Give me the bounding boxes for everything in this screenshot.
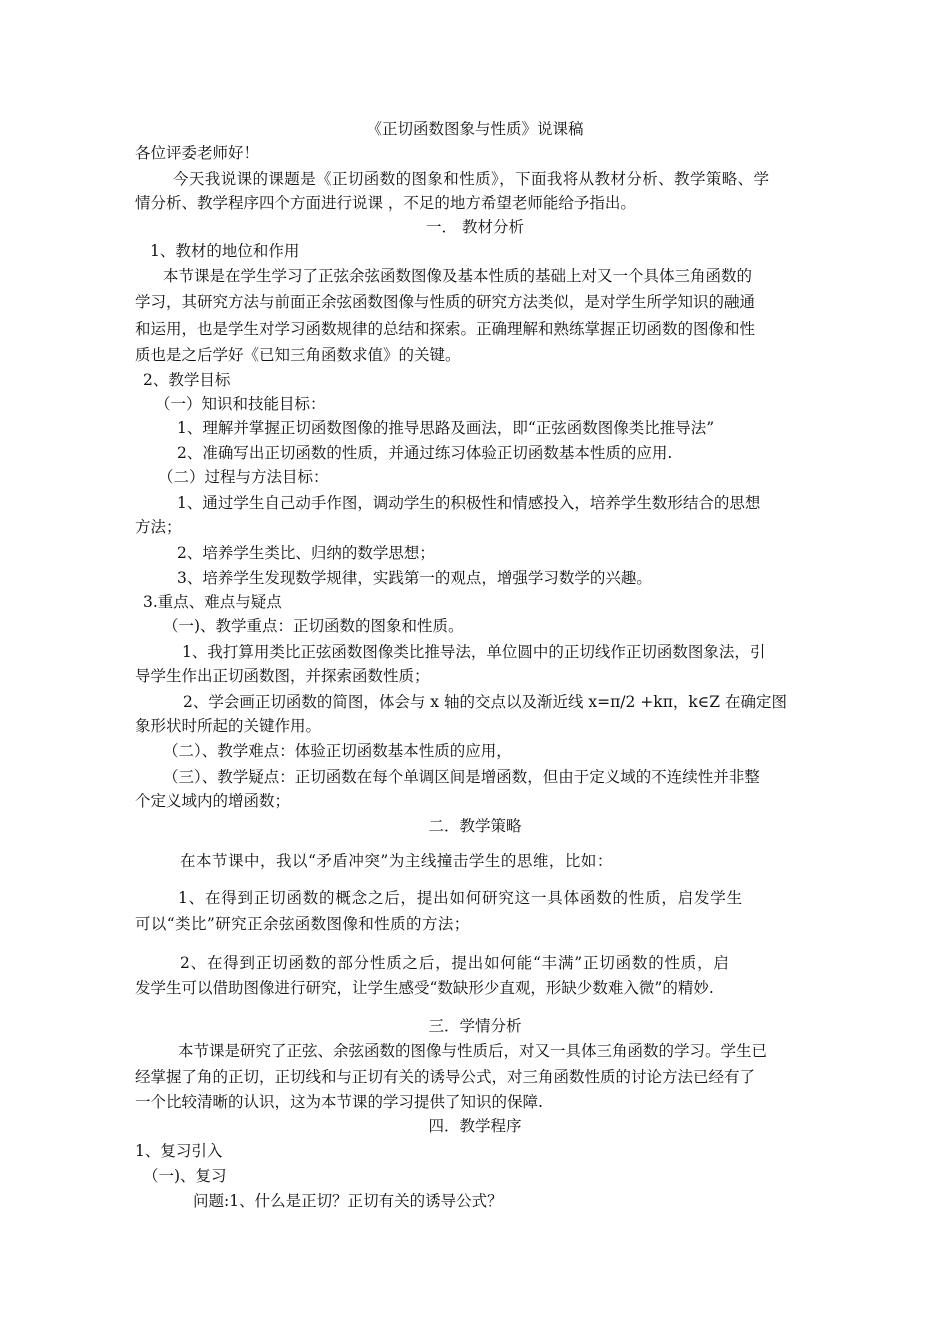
document-title: 《正切函数图象与性质》说课稿 [366,120,584,138]
section-heading-2: 二．教学策略 [428,817,522,835]
goal-item: 2、准确写出正切函数的性质，并通过练习体验正切函数基本性质的应用. [177,444,673,462]
paragraph-line: 在本节课中，我以“矛盾冲突”为主线撞击学生的思维，比如： [180,852,613,870]
goal-title: （二）过程与方法目标： [158,468,329,486]
paragraph-line: 本节课是在学生学习了正弦余弦函数图像及基本性质的基础上对又一个具体三角函数的 [163,267,753,285]
goal-item: 1、理解并掌握正切函数图像的推导思路及画法，即“正弦函数图像类比推导法” [177,419,715,437]
goal-item: 1、通过学生自己动手作图，调动学生的积极性和情感投入，培养学生数形结合的思想 [177,494,761,512]
key-point-item: 2、学会画正切函数的简图，体会与 x 轴的交点以及渐近线 x=π/2 +kπ，k∈Z 在确定图 [183,693,787,711]
goal-item: 方法； [135,518,182,536]
paragraph-line: 可以“类比”研究正余弦函数图像和性质的方法； [135,915,470,933]
doubt-title: （三）、教学疑点：正切函数在每个单调区间是增函数，但由于定义域的不连续性并非整 [163,768,760,786]
key-point-item: 1、我打算用类比正弦函数图像类比推导法，单位圆中的正切线作正切函数图象法，引 [182,643,766,661]
paragraph-line: 1、在得到正切函数的概念之后，提出如何研究这一具体函数的性质，启发学生 [178,889,743,907]
review-title: （一)、复习 [143,1167,227,1185]
greeting: 各位评委老师好！ [135,144,260,162]
goal-item: 2、培养学生类比、归纳的数学思想； [177,544,435,562]
section-heading-4: 四．教学程序 [428,1117,522,1135]
paragraph-line: 本节课是研究了正弦、余弦函数的图像与性质后，对又一具体三角函数的学习。学生已 [178,1042,768,1060]
subsection-heading: 3.重点、难点与疑点 [143,593,282,611]
paragraph-line: 2、在得到正切函数的部分性质之后，提出如何能“丰满”正切函数的性质，启 [180,954,730,972]
goal-item: 3、培养学生发现数学规律，实践第一的观点，增强学习数学的兴趣。 [177,569,652,587]
paragraph-line: 经掌握了角的正切，正切线和与正切有关的诱导公式，对三角函数性质的讨论方法已经有了 [135,1068,756,1086]
subsection-heading: 2、教学目标 [143,371,231,389]
goal-title: （一）知识和技能目标： [155,395,326,413]
paragraph-line: 发学生可以借助图像进行研究，让学生感受“数缺形少直观，形缺少数难入微”的精妙. [135,979,714,997]
paragraph-line: 学习，其研究方法与前面正余弦函数图像与性质的研究方法类似，是对学生所学知识的融通 [135,293,756,311]
paragraph-line: 质也是之后学好《已知三角函数求值》的关键。 [135,346,461,364]
paragraph-line: 和运用，也是学生对学习函数规律的总结和探索。正确理解和熟练掌握正切函数的图像和性 [135,320,756,338]
intro-line: 情分析、教学程序四个方面进行说课 ，不足的地方希望老师能给予指出。 [135,194,636,212]
intro-line: 今天我说课的课题是《正切函数的图象和性质》，下面我将从教材分析、教学策略、学 [173,170,770,188]
key-point-item: 导学生作出正切函数图，并探索函数性质； [135,667,430,685]
paragraph-line: 一个比较清晰的认识，这为本节课的学习提供了知识的保障. [135,1093,543,1111]
section-heading-1: 一． 教材分析 [426,218,524,236]
subsection-heading: 1、教材的地位和作用 [150,242,300,260]
difficulty-title: （二）、教学难点：体验正切函数基本性质的应用， [163,742,512,760]
doubt-title: 个定义域内的增函数； [135,792,291,810]
subsection-heading: 1、复习引入 [135,1142,223,1160]
question-line: 问题:1、什么是正切？正切有关的诱导公式？ [193,1192,503,1210]
key-point-item: 象形状时所起的关键作用。 [135,717,322,735]
key-point-title: （一)、教学重点：正切函数的图象和性质。 [163,617,464,635]
section-heading-3: 三．学情分析 [428,1017,522,1035]
